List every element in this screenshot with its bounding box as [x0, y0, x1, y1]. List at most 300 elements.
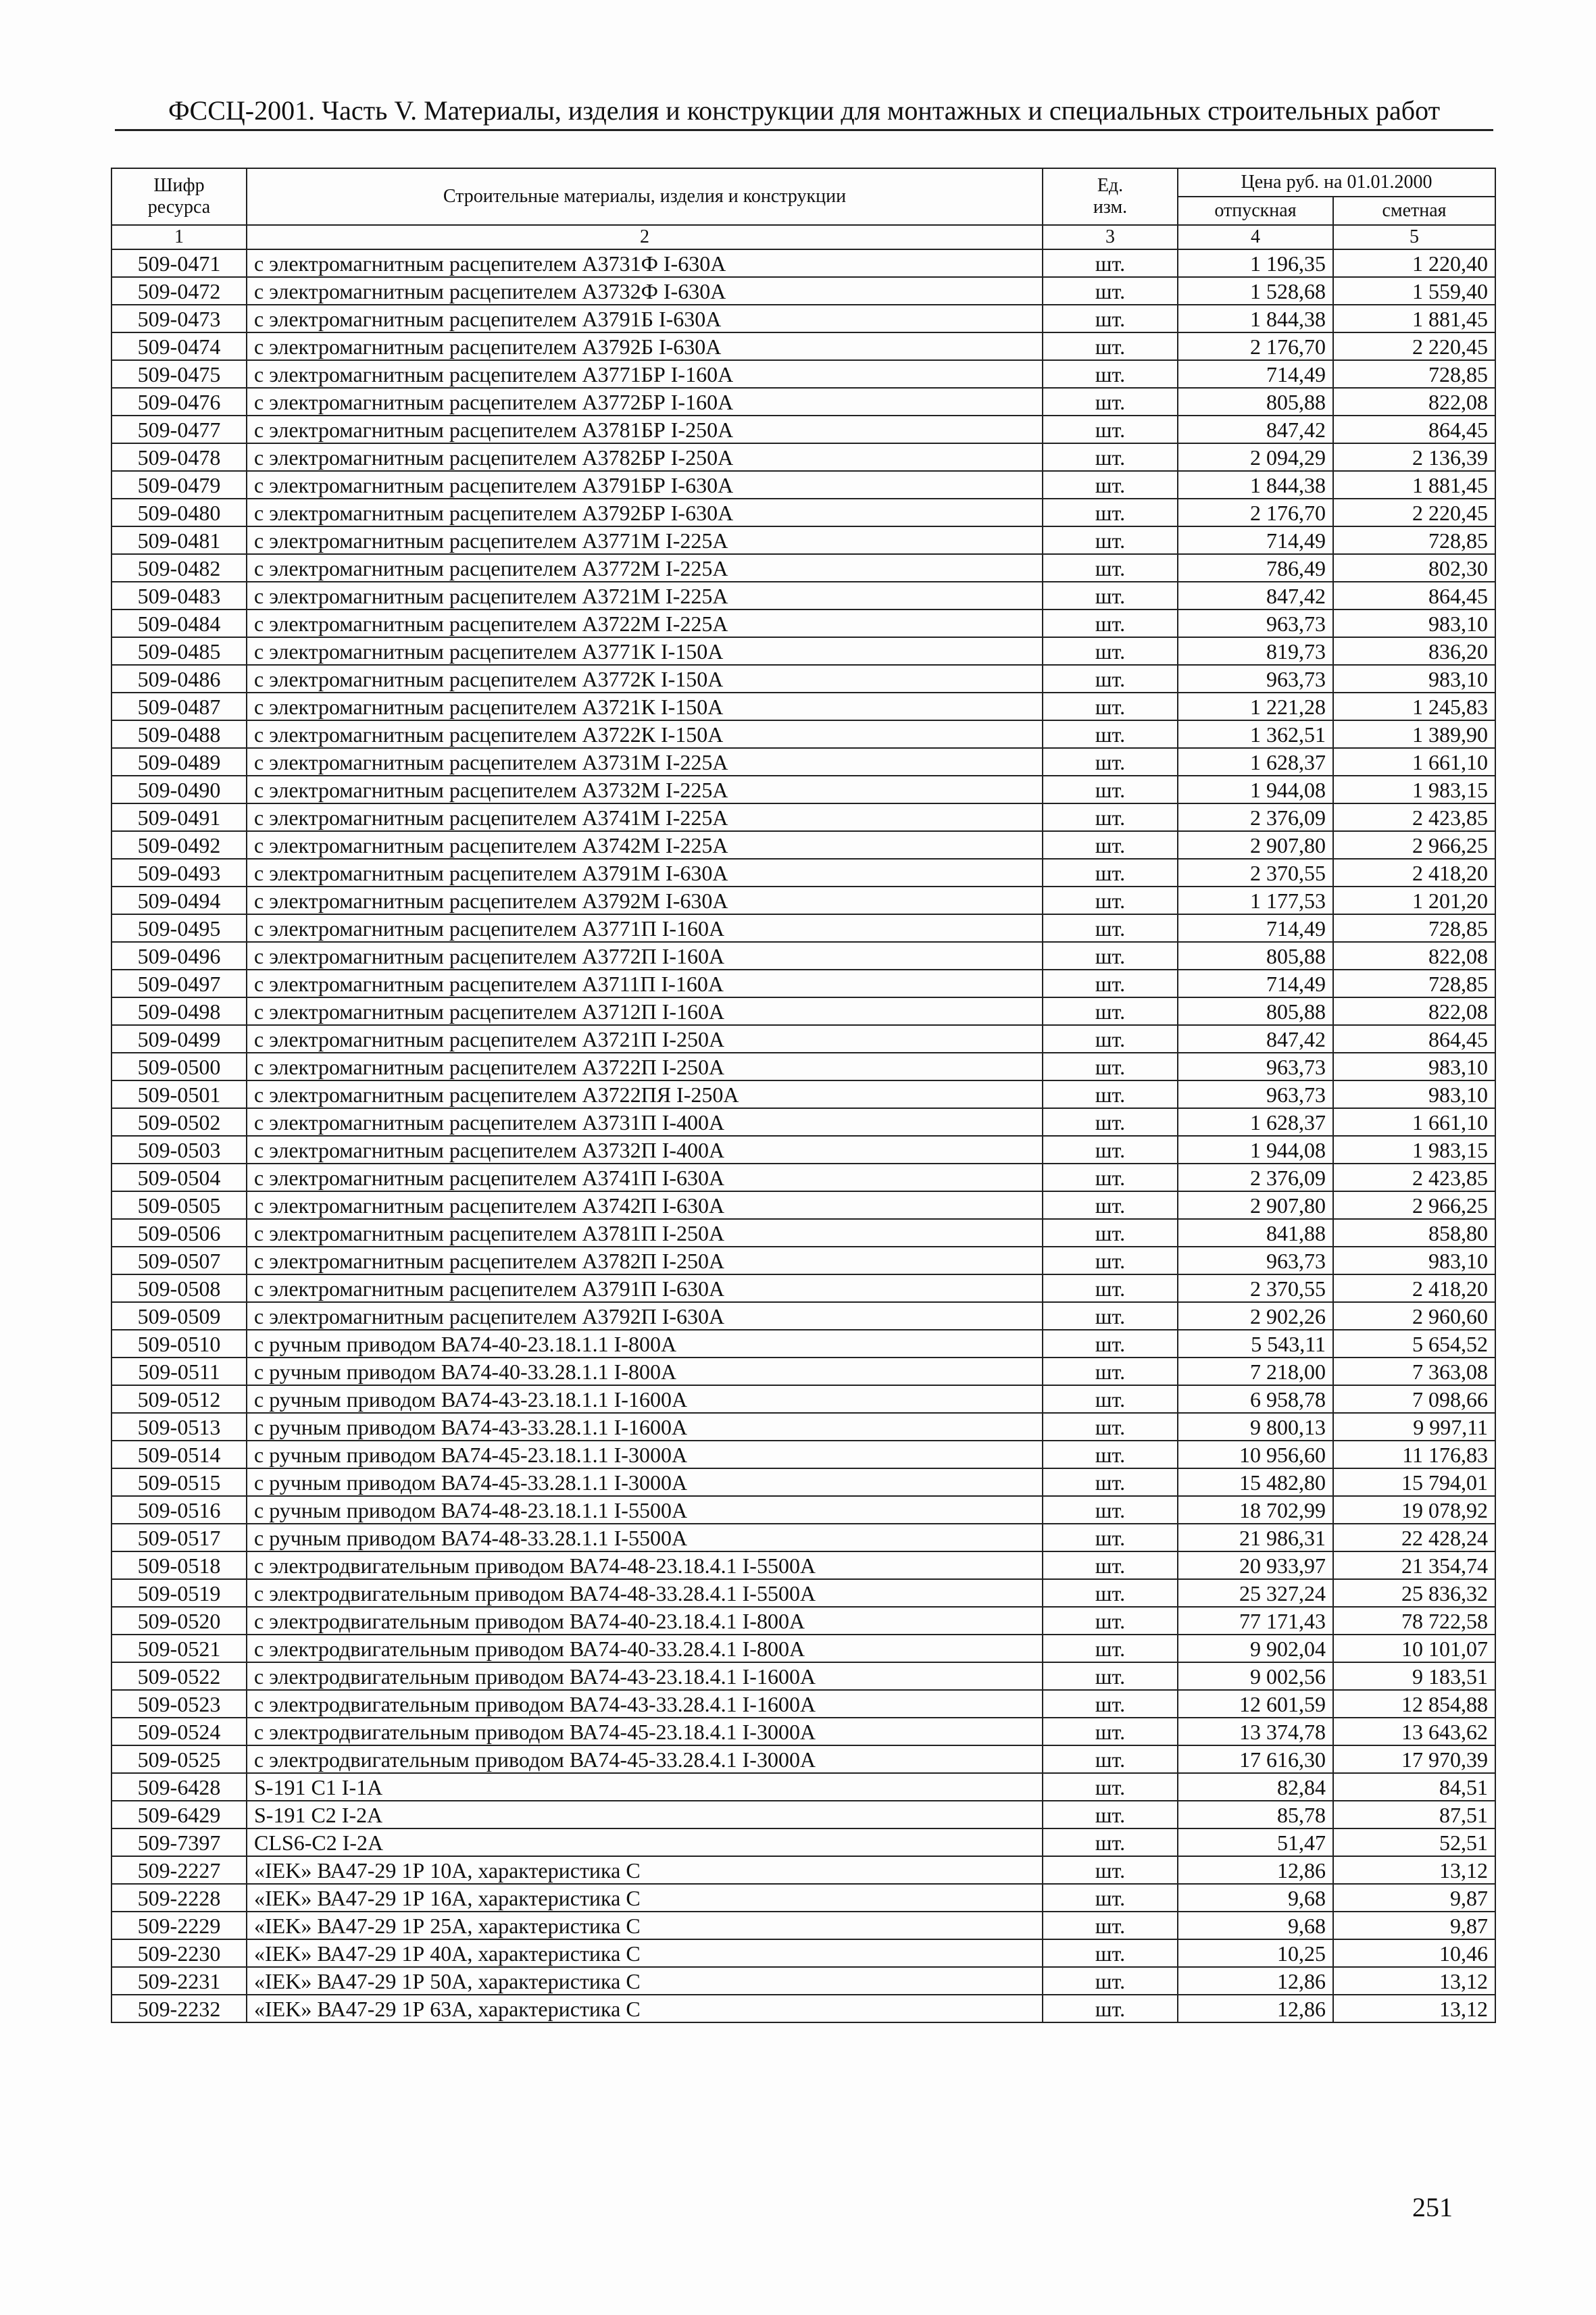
unit-cell: шт. [1043, 1136, 1178, 1164]
estimate-price-cell: 1 661,10 [1333, 1108, 1495, 1136]
estimate-price-cell: 1 559,40 [1333, 277, 1495, 305]
estimate-price-cell: 84,51 [1333, 1773, 1495, 1801]
table-row [111, 277, 1495, 305]
col-unit-header-line2: изм. [1093, 197, 1128, 218]
resource-code-cell: 509-0487 [111, 693, 247, 720]
unit-cell: шт. [1043, 1191, 1178, 1219]
material-name-cell: с электромагнитным расцепителем А3792М I-630А [247, 887, 1043, 914]
table-row [111, 1330, 1495, 1358]
resource-code-cell: 509-0483 [111, 582, 247, 609]
estimate-price-cell: 864,45 [1333, 582, 1495, 609]
estimate-price-cell: 52,51 [1333, 1828, 1495, 1856]
estimate-price-cell: 1 881,45 [1333, 471, 1495, 499]
estimate-price-cell: 1 245,83 [1333, 693, 1495, 720]
table-row [111, 1413, 1495, 1441]
table-row [111, 1496, 1495, 1524]
release-price-cell: 2 176,70 [1178, 332, 1333, 360]
estimate-price-cell: 78 722,58 [1333, 1607, 1495, 1635]
table-row [111, 1302, 1495, 1330]
estimate-price-cell: 15 794,01 [1333, 1468, 1495, 1496]
material-name-cell: «IEK» ВА47-29 1Р 50А, характеристика С [247, 1967, 1043, 1995]
resource-code-cell: 509-0499 [111, 1025, 247, 1053]
resource-code-cell: 509-0478 [111, 443, 247, 471]
material-name-cell: «IEK» ВА47-29 1Р 10А, характеристика С [247, 1856, 1043, 1884]
resource-code-cell: 509-0496 [111, 942, 247, 970]
resource-code-cell: 509-0523 [111, 1690, 247, 1718]
table-row [111, 1884, 1495, 1912]
estimate-price-cell: 17 970,39 [1333, 1745, 1495, 1773]
table-row [111, 720, 1495, 748]
unit-cell: шт. [1043, 1468, 1178, 1496]
material-name-cell: с ручным приводом ВА74-43-33.28.1.1 I-1600А [247, 1413, 1043, 1441]
estimate-price-cell: 983,10 [1333, 1053, 1495, 1080]
material-name-cell: с электромагнитным расцепителем А3721К I-150А [247, 693, 1043, 720]
material-name-cell: «IEK» ВА47-29 1Р 40А, характеристика С [247, 1939, 1043, 1967]
table-row [111, 1524, 1495, 1551]
estimate-price-cell: 13,12 [1333, 1967, 1495, 1995]
estimate-price-cell: 2 966,25 [1333, 831, 1495, 859]
unit-cell: шт. [1043, 665, 1178, 693]
material-name-cell: с электромагнитным расцепителем А3771К I-150А [247, 637, 1043, 665]
estimate-price-cell: 1 983,15 [1333, 776, 1495, 803]
estimate-price-cell: 2 960,60 [1333, 1302, 1495, 1330]
material-name-cell: с электромагнитным расцепителем А3741П I-630А [247, 1164, 1043, 1191]
estimate-price-cell: 2 418,20 [1333, 859, 1495, 887]
table-row [111, 1136, 1495, 1164]
unit-cell: шт. [1043, 831, 1178, 859]
resource-code-cell: 509-0508 [111, 1274, 247, 1302]
table-row [111, 1358, 1495, 1385]
release-price-cell: 12,86 [1178, 1995, 1333, 2022]
resource-code-cell: 509-0506 [111, 1219, 247, 1247]
estimate-price-cell: 1 661,10 [1333, 748, 1495, 776]
estimate-price-cell: 13,12 [1333, 1995, 1495, 2022]
table-row [111, 1912, 1495, 1939]
resource-code-cell: 509-7397 [111, 1828, 247, 1856]
estimate-price-cell: 864,45 [1333, 1025, 1495, 1053]
release-price-cell: 963,73 [1178, 609, 1333, 637]
col-name-header: Строительные материалы, изделия и конструкции [247, 168, 1043, 225]
release-price-cell: 9 902,04 [1178, 1635, 1333, 1662]
unit-cell: шт. [1043, 914, 1178, 942]
release-price-cell: 13 374,78 [1178, 1718, 1333, 1745]
material-name-cell: с электромагнитным расцепителем А3742П I-630А [247, 1191, 1043, 1219]
estimate-price-cell: 13,12 [1333, 1856, 1495, 1884]
estimate-price-cell: 822,08 [1333, 388, 1495, 416]
estimate-price-cell: 9 183,51 [1333, 1662, 1495, 1690]
table-row [111, 1108, 1495, 1136]
material-name-cell: с электромагнитным расцепителем А3791БР I-630А [247, 471, 1043, 499]
unit-cell: шт. [1043, 1080, 1178, 1108]
resource-code-cell: 509-0482 [111, 554, 247, 582]
unit-cell: шт. [1043, 803, 1178, 831]
material-name-cell: с электромагнитным расцепителем А3791Б I-630А [247, 305, 1043, 332]
release-price-cell: 847,42 [1178, 1025, 1333, 1053]
material-name-cell: CLS6-C2 I-2А [247, 1828, 1043, 1856]
material-name-cell: с электромагнитным расцепителем А3792БР I-630А [247, 499, 1043, 526]
estimate-price-cell: 2 220,45 [1333, 499, 1495, 526]
table-row [111, 831, 1495, 859]
resource-code-cell: 509-0494 [111, 887, 247, 914]
unit-cell: шт. [1043, 1690, 1178, 1718]
table-row [111, 1468, 1495, 1496]
table-row [111, 1551, 1495, 1579]
table-row [111, 609, 1495, 637]
unit-cell: шт. [1043, 332, 1178, 360]
material-name-cell: с электромагнитным расцепителем А3731Ф I-630А [247, 249, 1043, 277]
resource-code-cell: 509-0517 [111, 1524, 247, 1551]
estimate-price-cell: 7 363,08 [1333, 1358, 1495, 1385]
release-price-cell: 6 958,78 [1178, 1385, 1333, 1413]
unit-cell: шт. [1043, 1801, 1178, 1828]
col-release-price-header: отпускная [1178, 197, 1333, 225]
release-price-cell: 847,42 [1178, 416, 1333, 443]
resource-code-cell: 509-2231 [111, 1967, 247, 1995]
release-price-cell: 1 221,28 [1178, 693, 1333, 720]
unit-cell: шт. [1043, 1856, 1178, 1884]
table-row [111, 1662, 1495, 1690]
release-price-cell: 819,73 [1178, 637, 1333, 665]
estimate-price-cell: 983,10 [1333, 1080, 1495, 1108]
release-price-cell: 10,25 [1178, 1939, 1333, 1967]
release-price-cell: 805,88 [1178, 997, 1333, 1025]
column-number-4: 4 [1178, 225, 1333, 249]
col-price-header: Цена руб. на 01.01.2000 [1178, 168, 1495, 197]
estimate-price-cell: 728,85 [1333, 970, 1495, 997]
unit-cell: шт. [1043, 499, 1178, 526]
table-row [111, 1080, 1495, 1108]
material-name-cell: с ручным приводом ВА74-45-33.28.1.1 I-3000А [247, 1468, 1043, 1496]
unit-cell: шт. [1043, 942, 1178, 970]
table-row [111, 665, 1495, 693]
unit-cell: шт. [1043, 1773, 1178, 1801]
col-code-header-line2: ресурса [147, 197, 211, 218]
material-name-cell: с электромагнитным расцепителем А3782БР I-250А [247, 443, 1043, 471]
unit-cell: шт. [1043, 1302, 1178, 1330]
resource-code-cell: 509-0525 [111, 1745, 247, 1773]
estimate-price-cell: 1 220,40 [1333, 249, 1495, 277]
unit-cell: шт. [1043, 693, 1178, 720]
table-row [111, 1274, 1495, 1302]
unit-cell: шт. [1043, 1662, 1178, 1690]
estimate-price-cell: 9,87 [1333, 1912, 1495, 1939]
unit-cell: шт. [1043, 1718, 1178, 1745]
estimate-price-cell: 9 997,11 [1333, 1413, 1495, 1441]
resource-code-cell: 509-0524 [111, 1718, 247, 1745]
release-price-cell: 714,49 [1178, 914, 1333, 942]
column-number-3: 3 [1043, 225, 1178, 249]
estimate-price-cell: 87,51 [1333, 1801, 1495, 1828]
resource-code-cell: 509-0479 [111, 471, 247, 499]
material-name-cell: с электромагнитным расцепителем А3721М I-225А [247, 582, 1043, 609]
unit-cell: шт. [1043, 1496, 1178, 1524]
release-price-cell: 2 376,09 [1178, 1164, 1333, 1191]
table-row [111, 1219, 1495, 1247]
col-unit-header [1043, 168, 1178, 225]
resource-code-cell: 509-0489 [111, 748, 247, 776]
resource-code-cell: 509-0520 [111, 1607, 247, 1635]
unit-cell: шт. [1043, 1635, 1178, 1662]
table-row [111, 1164, 1495, 1191]
unit-cell: шт. [1043, 305, 1178, 332]
release-price-cell: 51,47 [1178, 1828, 1333, 1856]
material-name-cell: с электродвигательным приводом ВА74-45-23.18.4.1 I-3000А [247, 1718, 1043, 1745]
unit-cell: шт. [1043, 748, 1178, 776]
release-price-cell: 12,86 [1178, 1856, 1333, 1884]
material-name-cell: с электромагнитным расцепителем А3791М I-630А [247, 859, 1043, 887]
estimate-price-cell: 2 966,25 [1333, 1191, 1495, 1219]
unit-cell: шт. [1043, 582, 1178, 609]
unit-cell: шт. [1043, 1579, 1178, 1607]
release-price-cell: 9 002,56 [1178, 1662, 1333, 1690]
estimate-price-cell: 10 101,07 [1333, 1635, 1495, 1662]
material-name-cell: с электромагнитным расцепителем А3722П I-250А [247, 1053, 1043, 1080]
estimate-price-cell: 21 354,74 [1333, 1551, 1495, 1579]
release-price-cell: 15 482,80 [1178, 1468, 1333, 1496]
release-price-cell: 20 933,97 [1178, 1551, 1333, 1579]
unit-cell: шт. [1043, 1247, 1178, 1274]
table-row [111, 416, 1495, 443]
release-price-cell: 805,88 [1178, 942, 1333, 970]
release-price-cell: 12 601,59 [1178, 1690, 1333, 1718]
material-name-cell: с электромагнитным расцепителем А3781БР I-250А [247, 416, 1043, 443]
table-row [111, 1939, 1495, 1967]
estimate-price-cell: 13 643,62 [1333, 1718, 1495, 1745]
release-price-cell: 2 902,26 [1178, 1302, 1333, 1330]
release-price-cell: 786,49 [1178, 554, 1333, 582]
release-price-cell: 1 196,35 [1178, 249, 1333, 277]
release-price-cell: 9,68 [1178, 1884, 1333, 1912]
material-name-cell: с электромагнитным расцепителем А3732М I-225А [247, 776, 1043, 803]
material-name-cell: с электромагнитным расцепителем А3732Ф I-630А [247, 277, 1043, 305]
table-row [111, 332, 1495, 360]
resource-code-cell: 509-6429 [111, 1801, 247, 1828]
release-price-cell: 1 628,37 [1178, 748, 1333, 776]
unit-cell: шт. [1043, 1025, 1178, 1053]
table-row [111, 1053, 1495, 1080]
resource-code-cell: 509-0476 [111, 388, 247, 416]
unit-cell: шт. [1043, 388, 1178, 416]
resource-code-cell: 509-0475 [111, 360, 247, 388]
release-price-cell: 7 218,00 [1178, 1358, 1333, 1385]
column-numbers-row [111, 225, 1495, 249]
release-price-cell: 9 800,13 [1178, 1413, 1333, 1441]
material-name-cell: с электромагнитным расцепителем А3731М I-225А [247, 748, 1043, 776]
table-row [111, 776, 1495, 803]
table-row [111, 970, 1495, 997]
column-number-5: 5 [1333, 225, 1495, 249]
col-unit-header-line1: Ед. [1097, 175, 1124, 196]
table-row [111, 1801, 1495, 1828]
table-row [111, 693, 1495, 720]
table-row [111, 1828, 1495, 1856]
release-price-cell: 2 176,70 [1178, 499, 1333, 526]
col-estimate-price-header: сметная [1333, 197, 1495, 225]
resource-code-cell: 509-0477 [111, 416, 247, 443]
estimate-price-cell: 22 428,24 [1333, 1524, 1495, 1551]
table-body [111, 249, 1495, 2022]
release-price-cell: 5 543,11 [1178, 1330, 1333, 1358]
unit-cell: шт. [1043, 776, 1178, 803]
resource-code-cell: 509-0509 [111, 1302, 247, 1330]
release-price-cell: 847,42 [1178, 582, 1333, 609]
release-price-cell: 1 628,37 [1178, 1108, 1333, 1136]
resource-code-cell: 509-0519 [111, 1579, 247, 1607]
release-price-cell: 2 907,80 [1178, 831, 1333, 859]
unit-cell: шт. [1043, 1330, 1178, 1358]
release-price-cell: 1 177,53 [1178, 887, 1333, 914]
unit-cell: шт. [1043, 1745, 1178, 1773]
column-number-2: 2 [247, 225, 1043, 249]
release-price-cell: 10 956,60 [1178, 1441, 1333, 1468]
release-price-cell: 2 094,29 [1178, 443, 1333, 471]
column-number-1: 1 [111, 225, 247, 249]
resource-code-cell: 509-0472 [111, 277, 247, 305]
material-name-cell: S-191 C1 I-1А [247, 1773, 1043, 1801]
unit-cell: шт. [1043, 1607, 1178, 1635]
unit-cell: шт. [1043, 1884, 1178, 1912]
resource-code-cell: 509-0522 [111, 1662, 247, 1690]
unit-cell: шт. [1043, 471, 1178, 499]
estimate-price-cell: 1 201,20 [1333, 887, 1495, 914]
material-name-cell: с электромагнитным расцепителем А3772П I-160А [247, 942, 1043, 970]
estimate-price-cell: 10,46 [1333, 1939, 1495, 1967]
resource-code-cell: 509-2230 [111, 1939, 247, 1967]
unit-cell: шт. [1043, 1053, 1178, 1080]
table-row [111, 997, 1495, 1025]
resource-code-cell: 509-0498 [111, 997, 247, 1025]
resource-code-cell: 509-0474 [111, 332, 247, 360]
resource-code-cell: 509-2227 [111, 1856, 247, 1884]
material-name-cell: с электромагнитным расцепителем А3722К I-150А [247, 720, 1043, 748]
estimate-price-cell: 25 836,32 [1333, 1579, 1495, 1607]
resource-code-cell: 509-0511 [111, 1358, 247, 1385]
estimate-price-cell: 983,10 [1333, 1247, 1495, 1274]
table-row [111, 942, 1495, 970]
table-row [111, 1967, 1495, 1995]
unit-cell: шт. [1043, 1995, 1178, 2022]
estimate-price-cell: 728,85 [1333, 526, 1495, 554]
material-name-cell: с электромагнитным расцепителем А3721П I-250А [247, 1025, 1043, 1053]
estimate-price-cell: 11 176,83 [1333, 1441, 1495, 1468]
col-code-header-line1: Шифр [153, 175, 205, 196]
unit-cell: шт. [1043, 1108, 1178, 1136]
estimate-price-cell: 2 220,45 [1333, 332, 1495, 360]
estimate-price-cell: 802,30 [1333, 554, 1495, 582]
estimate-price-cell: 1 983,15 [1333, 1136, 1495, 1164]
resource-code-cell: 509-0514 [111, 1441, 247, 1468]
resource-code-cell: 509-2229 [111, 1912, 247, 1939]
release-price-cell: 25 327,24 [1178, 1579, 1333, 1607]
table-row [111, 914, 1495, 942]
unit-cell: шт. [1043, 1551, 1178, 1579]
estimate-price-cell: 836,20 [1333, 637, 1495, 665]
estimate-price-cell: 728,85 [1333, 914, 1495, 942]
resource-code-cell: 509-0488 [111, 720, 247, 748]
unit-cell: шт. [1043, 360, 1178, 388]
resource-code-cell: 509-0471 [111, 249, 247, 277]
resource-code-cell: 509-0503 [111, 1136, 247, 1164]
release-price-cell: 1 944,08 [1178, 776, 1333, 803]
resource-code-cell: 509-0507 [111, 1247, 247, 1274]
unit-cell: шт. [1043, 1274, 1178, 1302]
material-name-cell: с электромагнитным расцепителем А3772М I-225А [247, 554, 1043, 582]
resource-code-cell: 509-0481 [111, 526, 247, 554]
release-price-cell: 77 171,43 [1178, 1607, 1333, 1635]
table-row [111, 1690, 1495, 1718]
table-row [111, 249, 1495, 277]
unit-cell: шт. [1043, 1358, 1178, 1385]
table-header [111, 168, 1495, 249]
table-row [111, 305, 1495, 332]
resource-code-cell: 509-0510 [111, 1330, 247, 1358]
material-name-cell: с электромагнитным расцепителем А3792Б I-630А [247, 332, 1043, 360]
material-name-cell: с электродвигательным приводом ВА74-48-33.28.4.1 I-5500А [247, 1579, 1043, 1607]
material-name-cell: с электромагнитным расцепителем А3711П I-160А [247, 970, 1043, 997]
resource-code-cell: 509-0495 [111, 914, 247, 942]
unit-cell: шт. [1043, 1164, 1178, 1191]
unit-cell: шт. [1043, 416, 1178, 443]
release-price-cell: 21 986,31 [1178, 1524, 1333, 1551]
release-price-cell: 714,49 [1178, 970, 1333, 997]
table-row [111, 1385, 1495, 1413]
material-name-cell: с электродвигательным приводом ВА74-40-23.18.4.1 I-800А [247, 1607, 1043, 1635]
unit-cell: шт. [1043, 1413, 1178, 1441]
material-name-cell: с электродвигательным приводом ВА74-45-33.28.4.1 I-3000А [247, 1745, 1043, 1773]
material-name-cell: «IEK» ВА47-29 1Р 63А, характеристика С [247, 1995, 1043, 2022]
resource-code-cell: 509-0473 [111, 305, 247, 332]
material-name-cell: с электромагнитным расцепителем А3741М I-225А [247, 803, 1043, 831]
resource-code-cell: 509-0497 [111, 970, 247, 997]
unit-cell: шт. [1043, 637, 1178, 665]
estimate-price-cell: 2 423,85 [1333, 1164, 1495, 1191]
table-row [111, 1856, 1495, 1884]
release-price-cell: 963,73 [1178, 1080, 1333, 1108]
material-name-cell: с электромагнитным расцепителем А3722ПЯ I-250А [247, 1080, 1043, 1108]
estimate-price-cell: 1 881,45 [1333, 305, 1495, 332]
material-name-cell: с электромагнитным расцепителем А3772К I-150А [247, 665, 1043, 693]
table-row [111, 887, 1495, 914]
unit-cell: шт. [1043, 277, 1178, 305]
material-name-cell: с электродвигательным приводом ВА74-40-33.28.4.1 I-800А [247, 1635, 1043, 1662]
release-price-cell: 714,49 [1178, 360, 1333, 388]
table-row [111, 1579, 1495, 1607]
material-name-cell: с электромагнитным расцепителем А3731П I-400А [247, 1108, 1043, 1136]
col-code-header [111, 168, 247, 225]
page-header: ФССЦ-2001. Часть V. Материалы, изделия и конструкции для монтажных и специальных строительных работ [115, 95, 1493, 131]
release-price-cell: 1 362,51 [1178, 720, 1333, 748]
estimate-price-cell: 9,87 [1333, 1884, 1495, 1912]
release-price-cell: 2 370,55 [1178, 1274, 1333, 1302]
estimate-price-cell: 5 654,52 [1333, 1330, 1495, 1358]
release-price-cell: 2 370,55 [1178, 859, 1333, 887]
unit-cell: шт. [1043, 1967, 1178, 1995]
resource-code-cell: 509-0485 [111, 637, 247, 665]
estimate-price-cell: 7 098,66 [1333, 1385, 1495, 1413]
release-price-cell: 805,88 [1178, 388, 1333, 416]
unit-cell: шт. [1043, 1939, 1178, 1967]
estimate-price-cell: 2 423,85 [1333, 803, 1495, 831]
table-row [111, 1773, 1495, 1801]
page-number: 251 [1412, 2192, 1453, 2222]
table-row [111, 526, 1495, 554]
resource-code-cell: 509-0504 [111, 1164, 247, 1191]
material-name-cell: с электромагнитным расцепителем А3771П I-160А [247, 914, 1043, 942]
table-row [111, 1607, 1495, 1635]
table-row [111, 499, 1495, 526]
table-row [111, 554, 1495, 582]
resource-code-cell: 509-6428 [111, 1773, 247, 1801]
